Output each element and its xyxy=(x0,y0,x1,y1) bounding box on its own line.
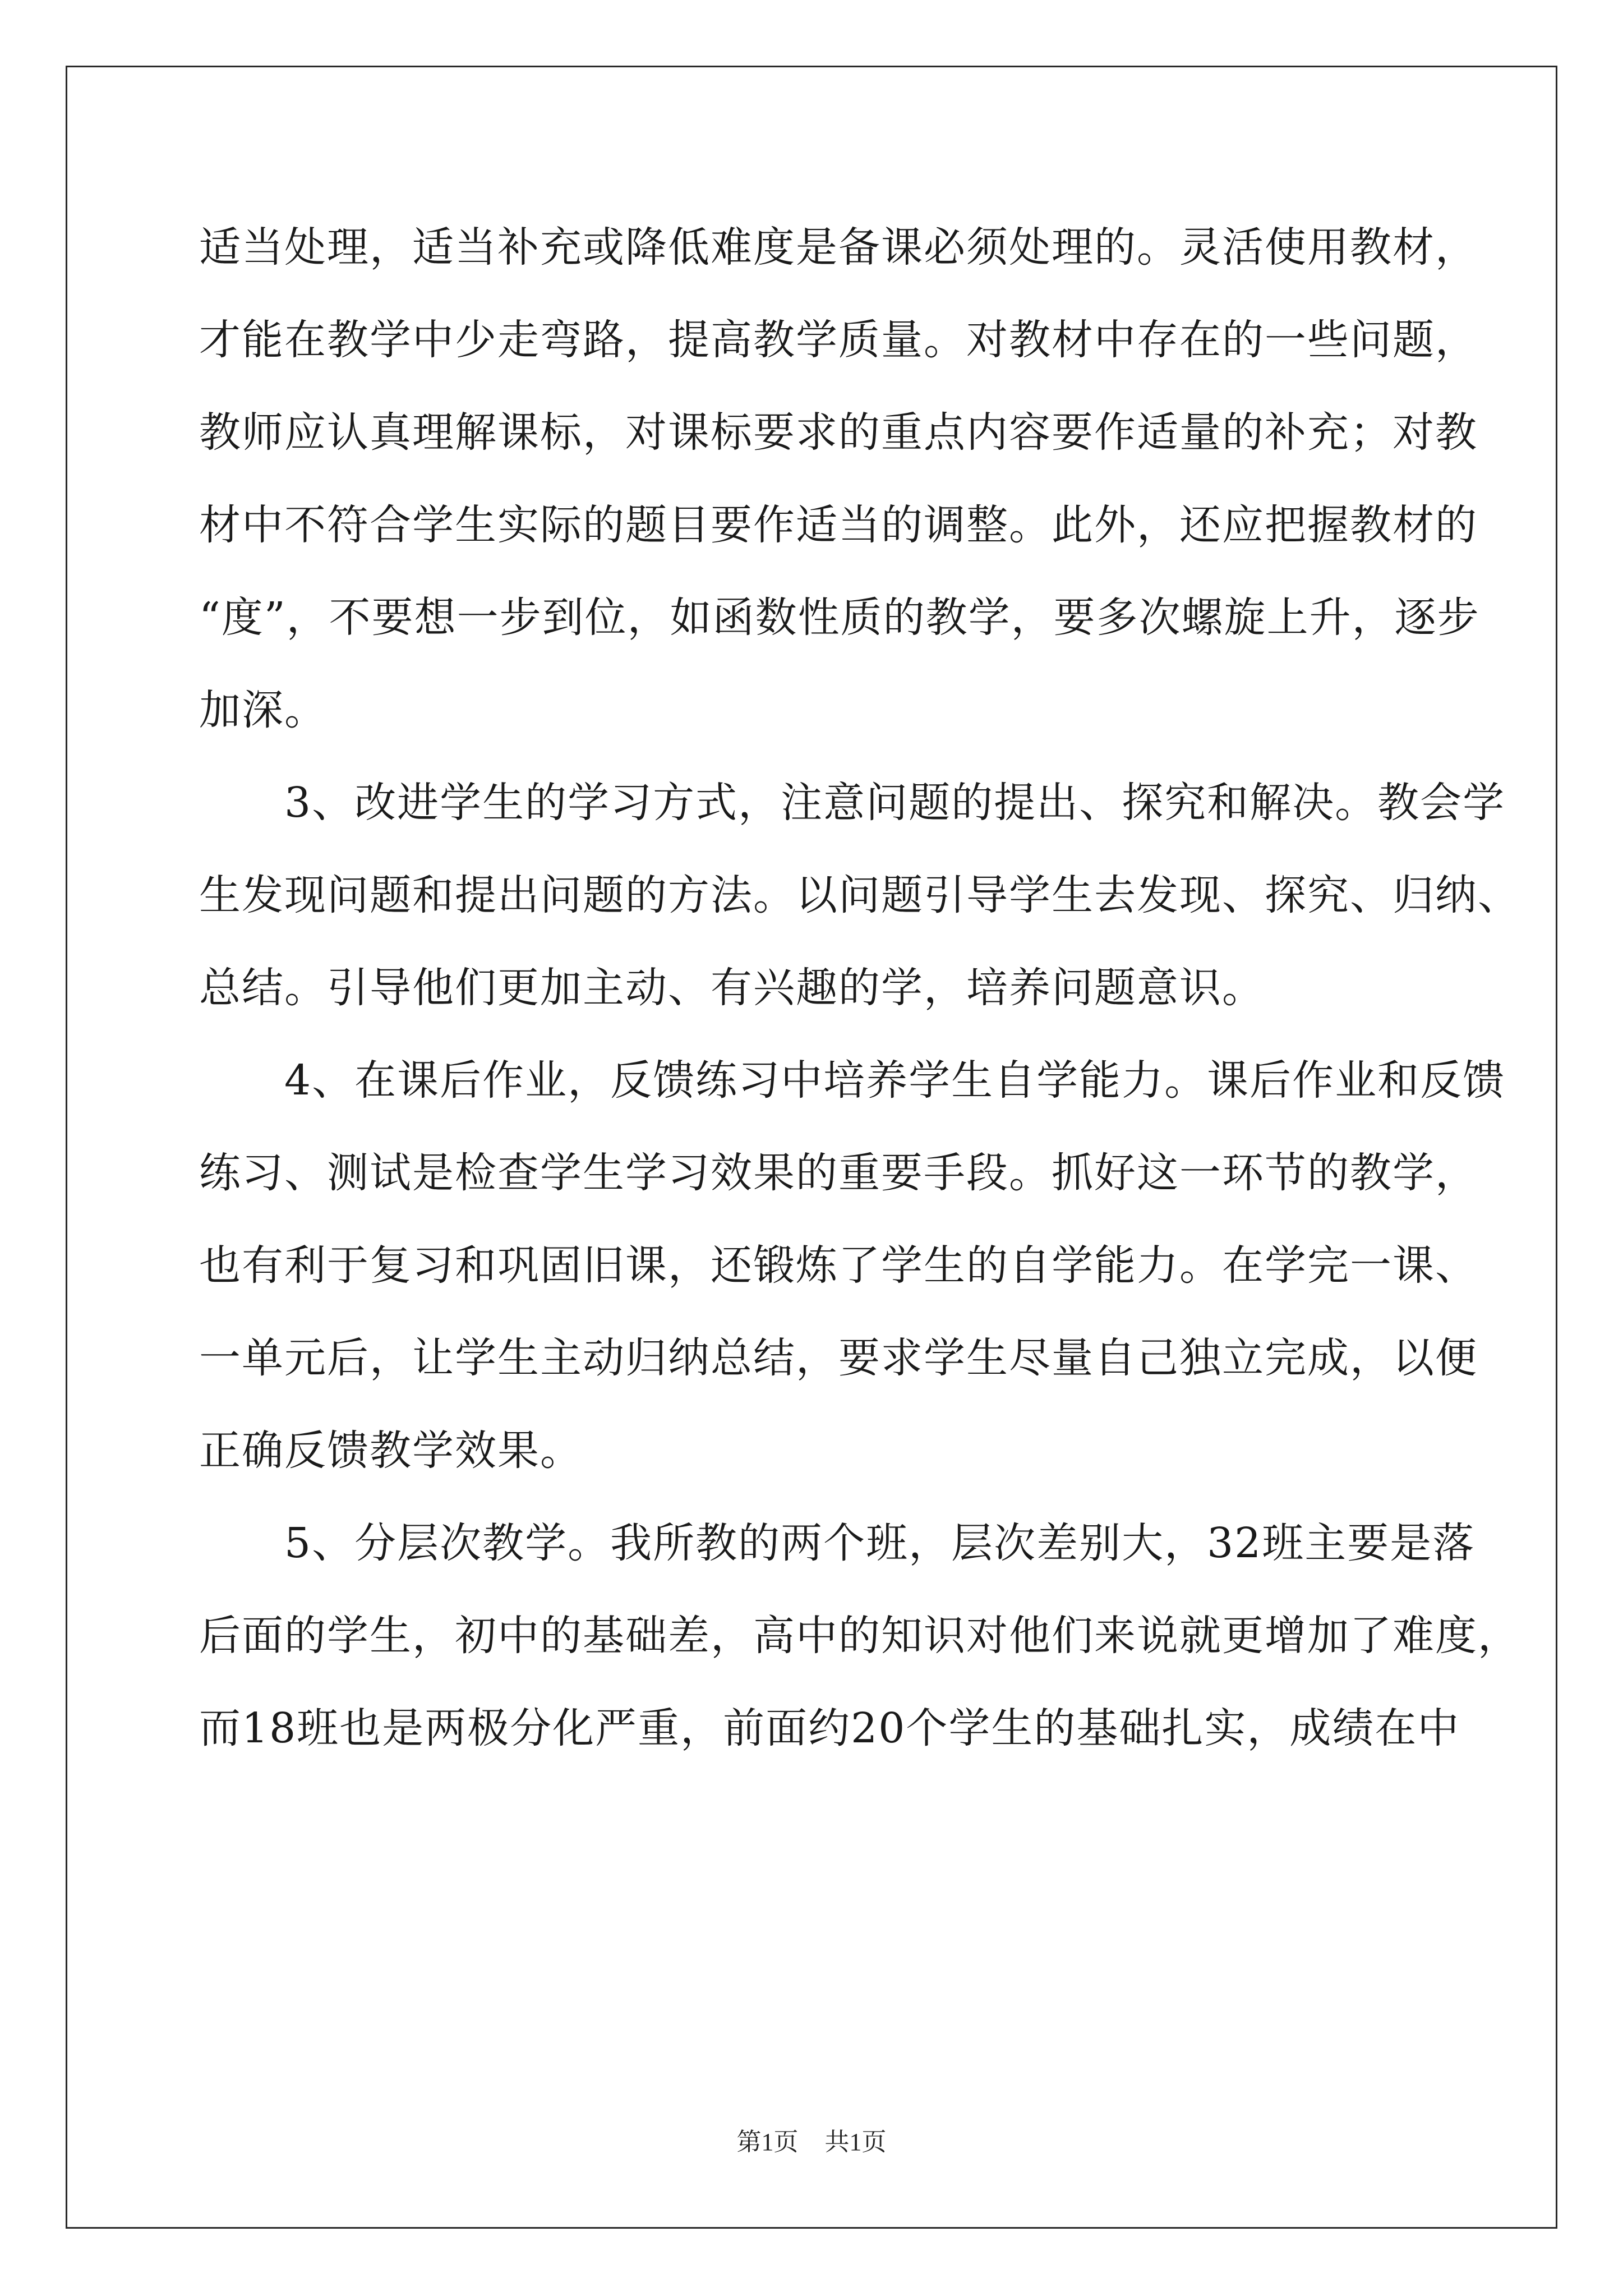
text-line: 教师应认真理解课标，对课标要求的重点内容要作适量的补充；对教 xyxy=(199,408,1478,457)
text-line: 一单元后，让学生主动归纳总结，要求学生尽量自己独立完成，以便 xyxy=(199,1334,1478,1382)
text-line: “度”，不要想一步到位，如函数性质的教学，要多次螺旋上升，逐步 xyxy=(199,593,1480,642)
page-number: 第1页 xyxy=(736,2128,799,2156)
text-line: 生发现问题和提出问题的方法。以问题引导学生去发现、探究、归纳、 xyxy=(199,871,1520,919)
text-line: 练习、测试是检查学生学习效果的重要手段。抓好这一环节的教学， xyxy=(199,1149,1478,1197)
text-line: 5、分层次教学。我所教的两个班，层次差别大，32班主要是落 xyxy=(199,1519,1476,1567)
text-line: 也有利于复习和巩固旧课，还锻炼了学生的自学能力。在学完一课、 xyxy=(199,1241,1478,1290)
text-line: 正确反馈教学效果。 xyxy=(199,1427,583,1475)
text-line: 4、在课后作业，反馈练习中培养学生自学能力。课后作业和反馈 xyxy=(199,1056,1506,1105)
text-line: 3、改进学生的学习方式，注意问题的提出、探究和解决。教会学 xyxy=(199,779,1506,827)
text-line: 后面的学生，初中的基础差，高中的知识对他们来说就更增加了难度， xyxy=(199,1612,1520,1660)
page-footer xyxy=(0,2122,1623,2157)
text-line: 总结。引导他们更加主动、有兴趣的学，培养问题意识。 xyxy=(199,964,1265,1012)
text-line: 才能在教学中少走弯路，提高教学质量。对教材中存在的一些问题， xyxy=(199,316,1478,364)
text-line: 加深。 xyxy=(199,686,327,734)
page-total: 共1页 xyxy=(824,2128,887,2156)
text-line: 而18班也是两极分化严重，前面约20个学生的基础扎实，成绩在中 xyxy=(199,1704,1460,1752)
document-body xyxy=(199,210,1520,1784)
text-line: 材中不符合学生实际的题目要作适当的调整。此外，还应把握教材的 xyxy=(199,501,1478,549)
text-line: 适当处理，适当补充或降低难度是备课必须处理的。灵活使用教材， xyxy=(199,223,1478,272)
